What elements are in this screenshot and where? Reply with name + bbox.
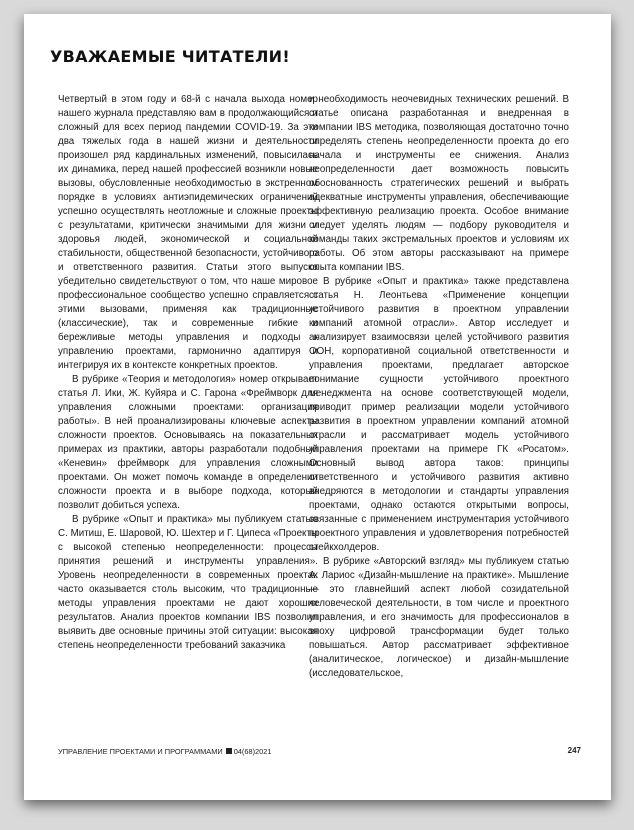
paragraph: В рубрике «Опыт и практика» мы публикуем статью С. Митиш, Е. Шаровой, Ю. Шехтер и Г. Ципеса «Проекты с высокой степенью неопределенности: процессы принятия решений и инструменты управления». Уровень неопределенности в современных проектах часто оказывается столь высоким, что традиционные методы управления проектами не дают хороших результатов. Анализ проектов компании IBS позволил выявить две основные причины этой ситуации: высокая степень неопределенности требований заказчика: [58, 514, 318, 651]
page-heading: УВАЖАЕМЫЕ ЧИТАТЕЛИ!: [50, 47, 290, 66]
paragraph: и необходимость неочевидных технических решений. В статье описана разработанная и внедренная в компании IBS методика, позволяющая достаточно точно определять степень неопределенности проекта до его начала и инструменты ее снижения. Анализ неопределенности дает возможность повысить обоснованность стратегических решений и выбрать адекватные инструменты управления, обеспечивающие эффективную реализацию проекта. Особое внимание следует уделять людям — подбору руководителя и команды таких экстремальных проектов и условиям их работы. Об этом авторы рассказывают на примере опыта компании IBS.: [309, 94, 569, 273]
paragraph: Четвертый в этом году и 68-й с начала выхода номер нашего журнала представляю вам в продолжающийся и сложный для всех период пандемии COVID-19. За эти два тяжелых года в нашей жизни и деятельности произошел ряд кардинальных изменений, повысилась их динамика, перед нашей профессией возникли новые вызовы, обусловленные необходимостью в экстренном порядке в условиях антиэпидемических ограничений успешно осуществлять неотложные и сложные проекты с результатами, критически значимыми для жизни и здоровья людей, экономической и социальной стабильности, общественной безопасности, устойчивого и ответственного развития. Статьи этого выпуска убедительно свидетельствуют о том, что наше мировое профессиональное сообщество успешно справляется с этими вызовами, применяя как традиционные (классические), так и современные гибкие и бережливые методы управления и подходы к управлению проектами, гармонично адаптируя и интегрируя их в контексте конкретных проектов.: [58, 94, 318, 371]
paragraph: В рубрике «Теория и методология» номер открывает статья Л. Ики, Ж. Куйяра и С. Гарона «Фреймворк для управления сложными проектами: организация работы». В ней проанализированы ключевые аспекты сложности проектов. Основываясь на показательных примерах из практики, авторы разработали подобный «Кеневин» фреймворк для управления сложными проектами. Он может помочь команде в определении сложности проекта и в выборе подхода, который позволит добиться успеха.: [58, 374, 318, 511]
footer-journal-line: [58, 747, 272, 756]
square-bullet-icon: [226, 748, 232, 754]
page-number: 247: [567, 746, 581, 755]
paragraph: В рубрике «Авторский взгляд» мы публикуем статью А. Лариос «Дизайн-мышление на практике». Мышление — это главнейший аспект любой созидательной человеческой деятельности, в том числе и проектного управления, и его значимость для профессионалов в эпоху цифровой трансформации будет только повышаться. Автор рассматривает эффективное (аналитическое, логическое) и дизайн-мышление (исследовательское,: [309, 556, 569, 679]
footer-issue: 04(68)2021: [233, 747, 272, 756]
journal-page: [24, 14, 611, 800]
paragraph: В рубрике «Опыт и практика» также представлена статья Н. Леонтьева «Применение концепции устойчивого развития в проектном управлении компаний атомной отрасли». Автор исследует и анализирует взаимосвязи целей устойчивого развития ООН, корпоративной социальной ответственности и управления проектами, предлагает авторское понимание сущности устойчивого проектного менеджмента на основе соответствующей модели, приводит пример реализации модели устойчивого развития в проектном управлении компаний атомной отрасли и рассматривает модель устойчивого управления проектами на примере ГК «Росатом». Основный вывод автора таков: принципы ответственного и устойчивого развития активно внедряются в методологии и стандарты управления проектами, однако остаются открытыми вопросы, связанные с применением инструментария устойчивого проектного управления и удовлетворения потребностей стейкхолдеров.: [309, 276, 569, 553]
right-text-column: [309, 93, 569, 681]
footer-journal-name: УПРАВЛЕНИЕ ПРОЕКТАМИ И ПРОГРАММАМИ: [58, 747, 223, 756]
left-text-column: [58, 93, 318, 653]
